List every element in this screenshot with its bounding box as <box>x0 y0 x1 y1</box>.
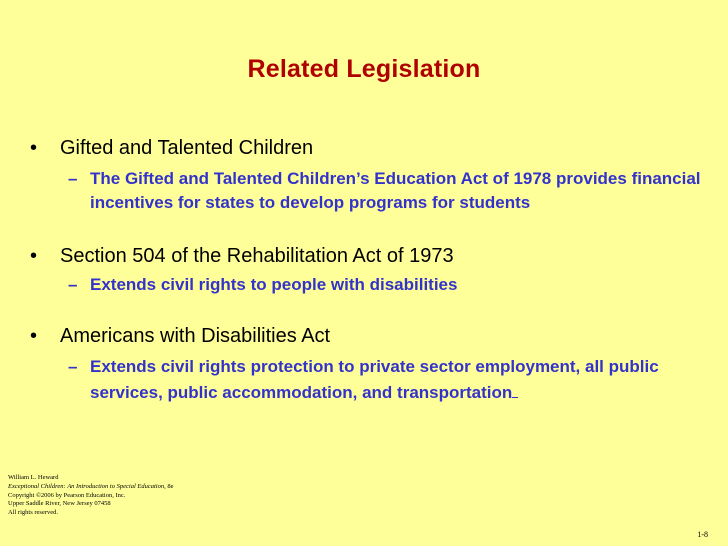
bullet-text: Section 504 of the Rehabilitation Act of 1973 <box>60 245 454 267</box>
trailing-underline <box>512 379 518 398</box>
dash-icon: – <box>68 169 78 188</box>
footer-edition: , 8e <box>164 482 174 490</box>
sub-bullet <box>26 273 716 297</box>
dash-icon: – <box>68 275 78 294</box>
slide-title: Related Legislation <box>247 55 481 83</box>
sub-bullet <box>26 167 716 215</box>
footer-rights: All rights reserved. <box>8 509 59 517</box>
footer-copyright: Copyright ©2006 by Pearson Education, Inc. <box>8 491 126 499</box>
sub-bullet-text: Extends civil rights protection to private sector employment, all public services, public accommodation, and transportation <box>90 357 659 402</box>
bullet-main <box>26 243 716 269</box>
bullet-main <box>26 135 716 161</box>
bullet-dot-icon: • <box>30 245 38 267</box>
page-number: 1-8 <box>697 530 708 539</box>
sub-bullet-text: Extends civil rights to people with disabilities <box>90 275 458 294</box>
footer-address: Upper Saddle River, New Jersey 07458 <box>8 500 111 508</box>
bullet-text: Americans with Disabilities Act <box>60 325 331 347</box>
footer-book-line <box>8 483 173 492</box>
bullet-item <box>26 323 716 405</box>
sub-bullet-text: The Gifted and Talented Children’s Education Act of 1978 provides financial incentives for states to develop programs for students <box>90 169 701 212</box>
bullet-item <box>26 135 716 215</box>
footer-credits <box>8 474 173 518</box>
bullet-item <box>26 243 716 297</box>
bullet-dot-icon: • <box>30 325 38 347</box>
footer-author: William L. Heward <box>8 474 59 481</box>
footer-book-title: Exceptional Children: An Introduction to Special Education <box>8 482 165 490</box>
bullet-main <box>26 323 716 349</box>
dash-icon: – <box>68 357 78 376</box>
bullet-dot-icon: • <box>30 137 38 159</box>
bullet-text: Gifted and Talented Children <box>60 137 314 159</box>
bullet-list <box>26 135 716 429</box>
sub-bullet <box>26 355 716 405</box>
